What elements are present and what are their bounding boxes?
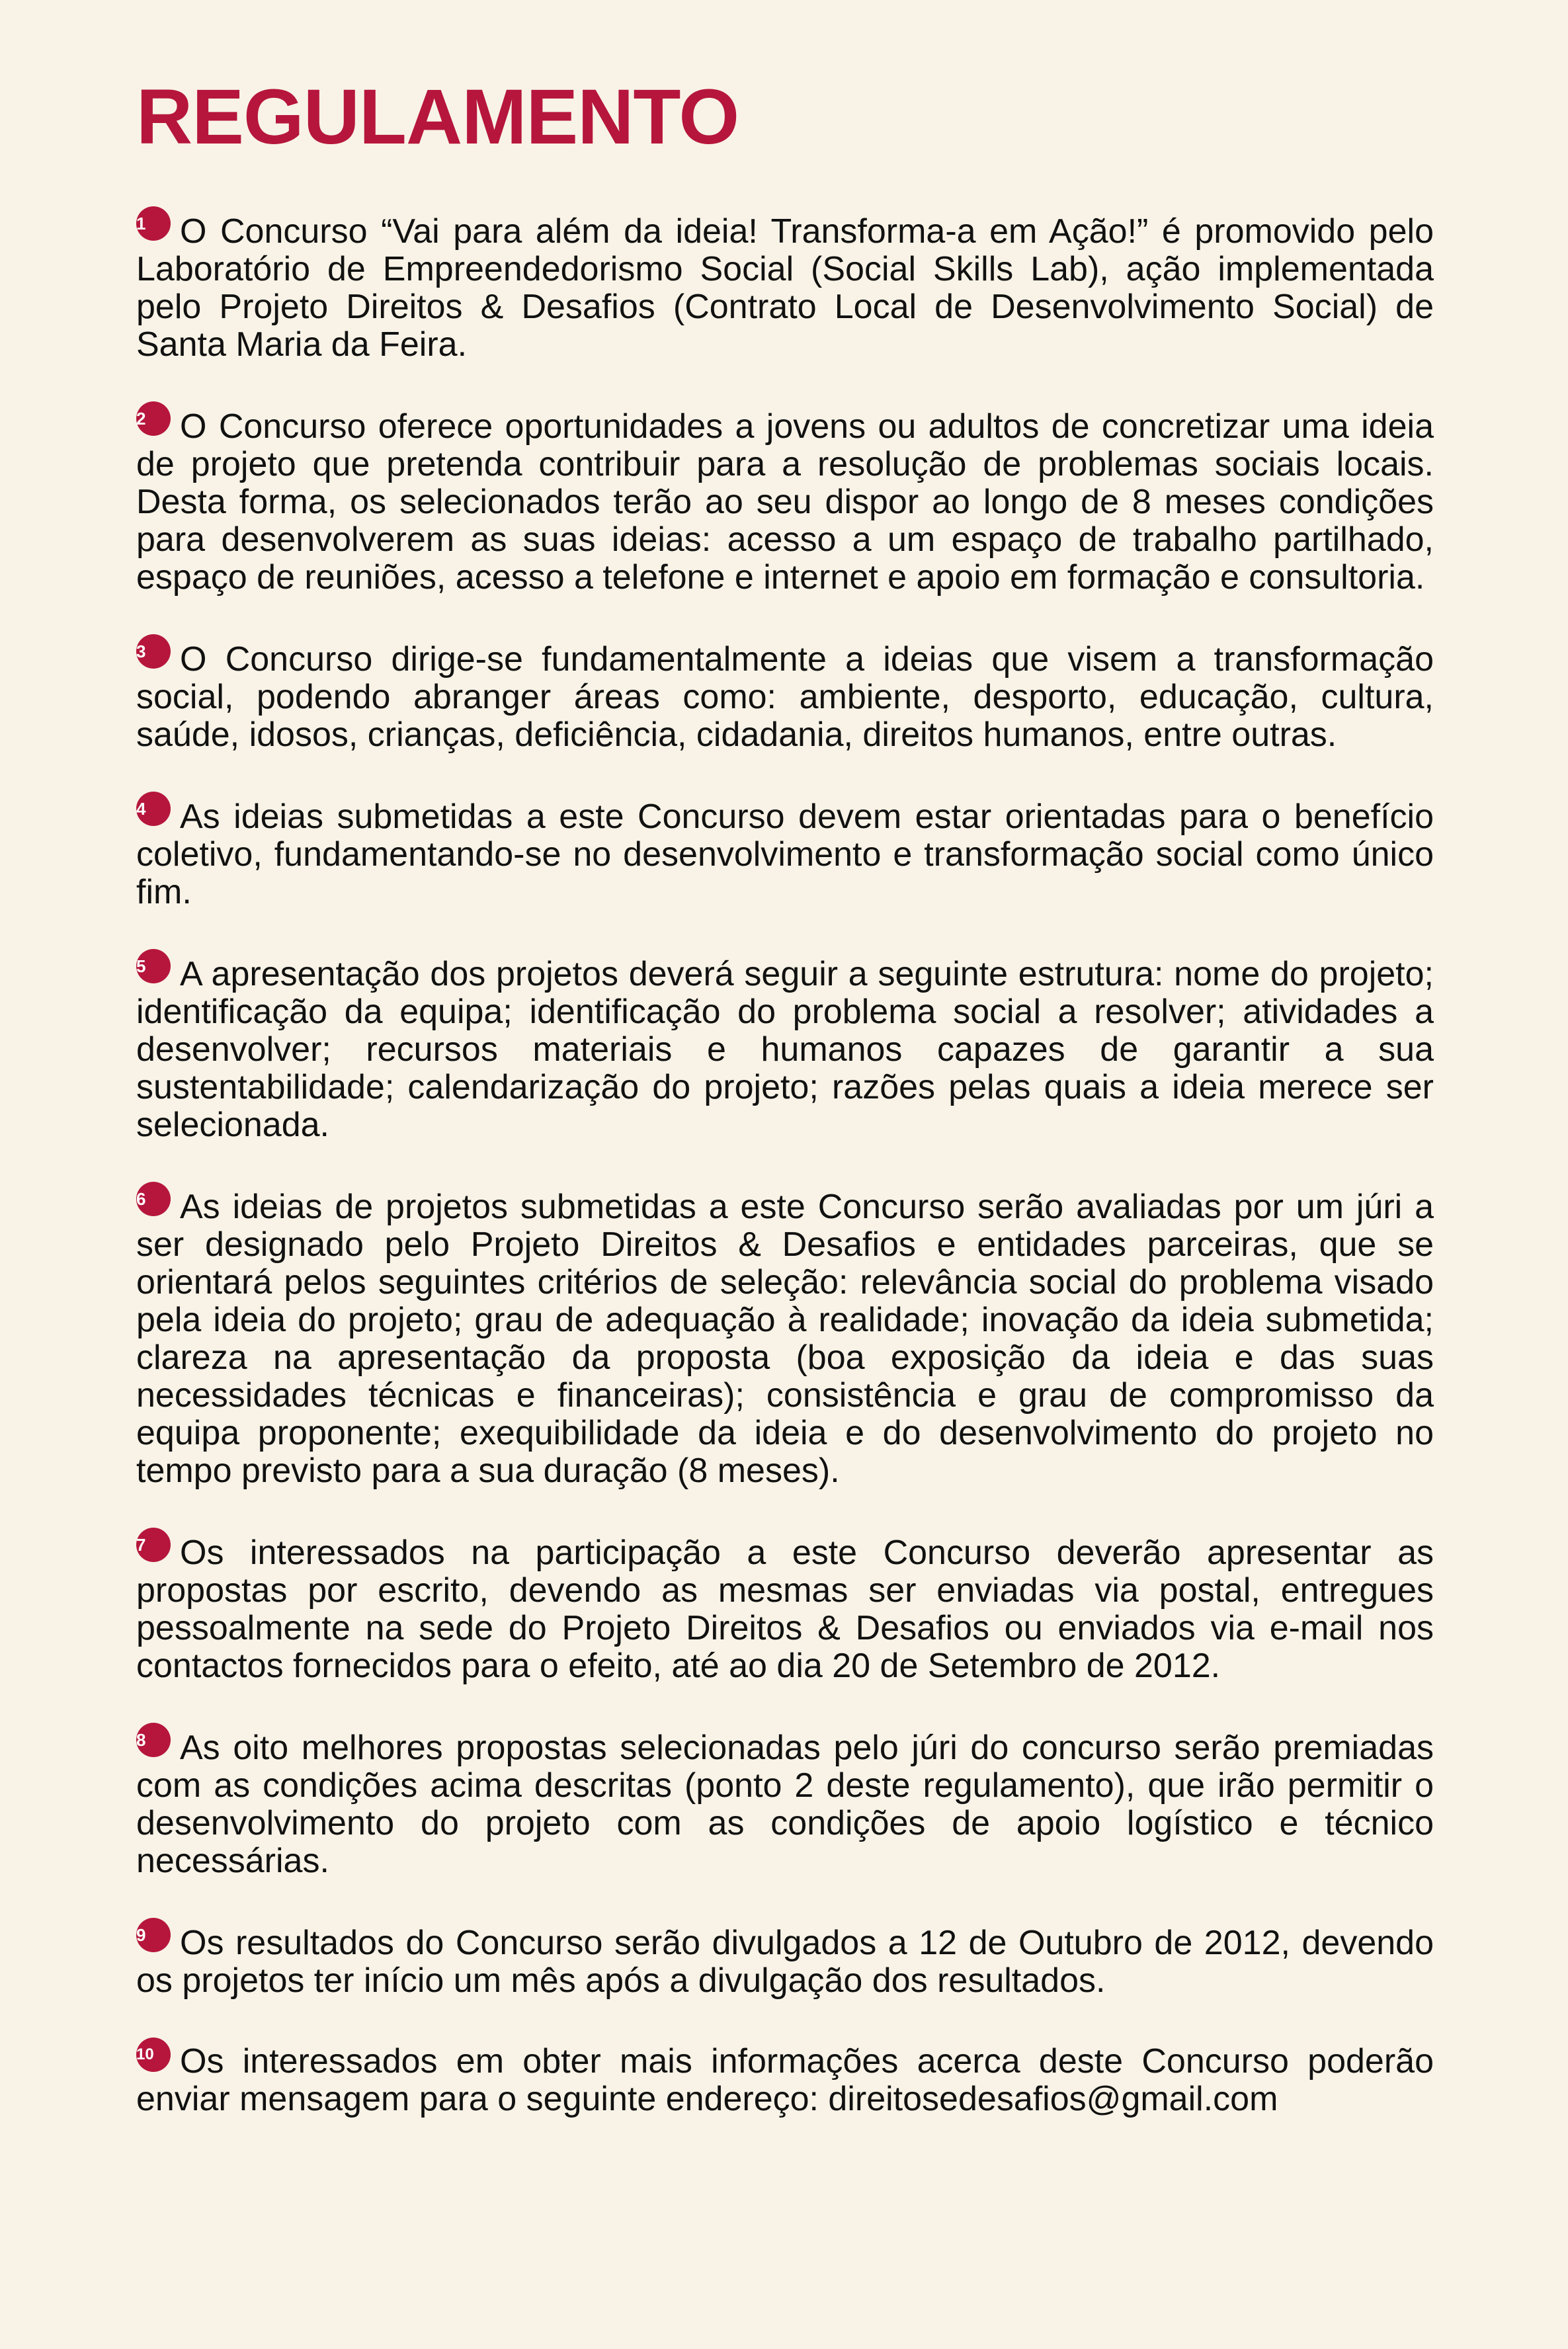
- clause-5: [136, 949, 1434, 1144]
- clause-text: As ideias submetidas a este Concurso devem estar orientadas para o benefício coletivo, fundamentando-se no desenvolvimento e transformação social como único fim.: [136, 798, 1434, 911]
- clause-number-badge: 1: [136, 206, 171, 241]
- page-title: REGULAMENTO: [136, 73, 739, 161]
- clause-number-badge: 2: [136, 401, 171, 436]
- clause-9: [136, 1918, 1434, 2000]
- clause-number-badge: 8: [136, 1723, 171, 1757]
- clause-number-badge: 7: [136, 1528, 171, 1562]
- clause-6: [136, 1182, 1434, 1490]
- clause-10: [136, 2038, 1434, 2118]
- clause-7: [136, 1528, 1434, 1685]
- clause-text: O Concurso oferece oportunidades a jovens ou adultos de concretizar uma ideia de projeto que pretenda contribuir para a resolução de problemas sociais locais. Desta forma, os selecionados terão ao seu dispor ao longo de 8 meses condições para desenvolverem as suas ideias: acesso a um espaço de trabalho partilhado, espaço de reuniões, acesso a telefone e internet e apoio em formação e consultoria.: [136, 407, 1434, 597]
- clause-number-badge: 10: [136, 2038, 171, 2072]
- clause-text: As oito melhores propostas selecionadas pelo júri do concurso serão premiadas com as condições acima descritas (ponto 2 deste regulamento), que irão permitir o desenvolvimento do projeto com as condições de apoio logístico e técnico necessárias.: [136, 1729, 1434, 1880]
- clause-text: O Concurso “Vai para além da ideia! Transforma-a em Ação!” é promovido pelo Laboratório de Empreendedorismo Social (Social Skills Lab), ação implementada pelo Projeto Direitos & Desafios (Contrato Local de Desenvolvimento Social) de Santa Maria da Feira.: [136, 212, 1434, 364]
- clause-text: O Concurso dirige-se fundamentalmente a ideias que visem a transformação social, podendo abranger áreas como: ambiente, desporto, educação, cultura, saúde, idosos, crianças, deficiência, cidadania, direitos humanos, entre outras.: [136, 640, 1434, 754]
- clause-number-badge: 9: [136, 1918, 171, 1952]
- clause-number-badge: 5: [136, 949, 171, 983]
- clause-text: Os interessados em obter mais informações acerca deste Concurso poderão enviar mensagem para o seguinte endereço: direitosedesafios@gmail.com: [136, 2042, 1434, 2118]
- clause-number-badge: 6: [136, 1182, 171, 1216]
- clause-number-badge: 3: [136, 634, 171, 669]
- clause-3: [136, 634, 1434, 754]
- clause-4: [136, 792, 1434, 911]
- clause-8: [136, 1723, 1434, 1880]
- clause-1: [136, 206, 1434, 364]
- clause-text: Os interessados na participação a este Concurso deverão apresentar as propostas por escrito, devendo as mesmas ser enviadas via postal, entregues pessoalmente na sede do Projeto Direitos & Desafios ou enviados via e-mail nos contactos fornecidos para o efeito, até ao dia 20 de Setembro de 2012.: [136, 1534, 1434, 1685]
- regulation-page: [136, 73, 1434, 2118]
- clause-number-badge: 4: [136, 792, 171, 826]
- clause-text: A apresentação dos projetos deverá seguir a seguinte estrutura: nome do projeto; identificação da equipa; identificação do problema social a resolver; atividades a desenvolver; recursos materiais e humanos capazes de garantir a sua sustentabilidade; calendarização do projeto; razões pelas quais a ideia merece ser selecionada.: [136, 955, 1434, 1144]
- clause-text: As ideias de projetos submetidas a este Concurso serão avaliadas por um júri a ser designado pelo Projeto Direitos & Desafios e entidades parceiras, que se orientará pelos seguintes critérios de seleção: relevância social do problema visado pela ideia do projeto; grau de adequação à realidade; inovação da ideia submetida; clareza na apresentação da proposta (boa exposição da ideia e das suas necessidades técnicas e financeiras); consistência e grau de compromisso da equipa proponente; exequibilidade da ideia e do desenvolvimento do projeto no tempo previsto para a sua duração (8 meses).: [136, 1188, 1434, 1490]
- clause-2: [136, 401, 1434, 597]
- clause-text: Os resultados do Concurso serão divulgados a 12 de Outubro de 2012, devendo os projetos ter início um mês após a divulgação dos resultados.: [136, 1924, 1434, 2000]
